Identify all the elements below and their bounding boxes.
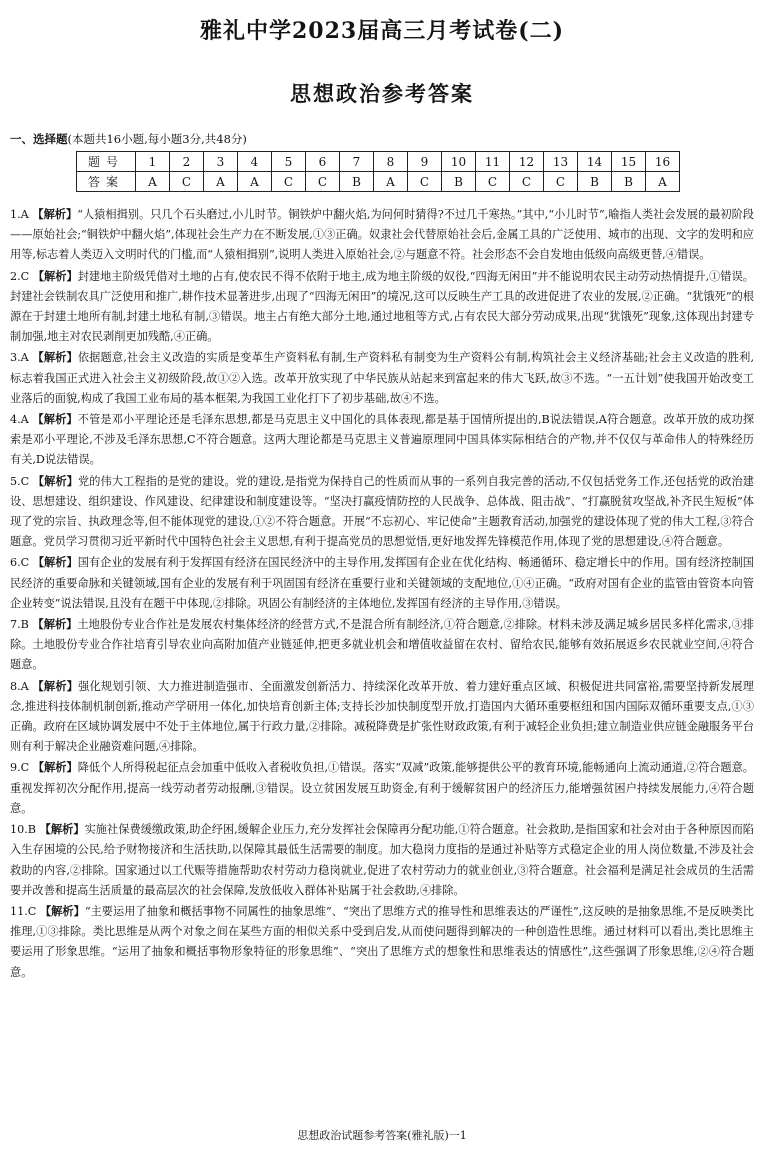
question-number-cell: 14 — [578, 152, 612, 172]
question-number-cell: 1 — [136, 152, 170, 172]
question-explanation — [10, 471, 754, 553]
question-number-cell: 10 — [442, 152, 476, 172]
analysis-tag: 【解析】 — [32, 617, 78, 632]
answer-table — [76, 151, 680, 192]
question-number-cell: 7 — [340, 152, 374, 172]
analysis-text: 不管是邓小平理论还是毛泽东思想,都是马克思主义中国化的具体表现,都是基于国情所提出的,B说法错误,A符合题意。改革开放的成功探索是邓小平理论,不涉及毛泽东思想,C不符合题意。这两大理论都是马克思主义普遍原理同中国具体实际相结合的产物,并不仅仅与革命伟人的特殊经历有关,D说法错误。 — [10, 413, 755, 467]
question-number-cell: 3 — [204, 152, 238, 172]
section-title: 一、选择题 — [10, 132, 68, 146]
analysis-tag: 【解析】 — [32, 473, 78, 488]
answer-cell: A — [374, 172, 408, 192]
analysis-tag: 【解析】 — [39, 903, 85, 918]
question-number-cell: 16 — [646, 152, 680, 172]
analysis-tag: 【解析】 — [39, 822, 85, 837]
analysis-text: 依据题意,社会主义改造的实质是变革生产资料私有制,生产资料私有制变为生产资料公有制,构筑社会主义经济基础;社会主义改造的胜利,标志着我国正式进入社会主义初级阶段,故①②入选。改革开放实现了中华民族从站起来到富起来的伟大飞跃,故③不选。“一五计划”使我国开始改变工业落后的面貌,构成了我国工业布局的基本框架,为我国工业化打下了初步基础,故④不选。 — [10, 351, 754, 405]
answer-cell: B — [578, 172, 612, 192]
answer-cell: C — [170, 172, 204, 192]
answer-cell: B — [340, 172, 374, 192]
question-number-cell: 13 — [544, 152, 578, 172]
analysis-tag: 【解析】 — [32, 412, 78, 427]
answer-table-number-row — [77, 152, 680, 172]
question-explanation — [10, 347, 754, 409]
question-answer-head: 4.A — [10, 413, 29, 427]
analysis-tag: 【解析】 — [32, 555, 78, 570]
question-answer-head: 10.B — [10, 823, 37, 837]
question-number-cell: 4 — [238, 152, 272, 172]
answer-cell: A — [238, 172, 272, 192]
question-number-cell: 12 — [510, 152, 544, 172]
question-explanation — [10, 819, 754, 901]
question-explanation — [10, 676, 754, 758]
question-explanation — [10, 552, 754, 614]
question-number-cell: 5 — [272, 152, 306, 172]
analysis-text: 党的伟大工程指的是党的建设。党的建设,是指党为保持自己的性质而从事的一系列自我完善的活动,不仅包括党务工作,还包括党的政治建设、思想建设、组织建设、作风建设、纪律建设和制度建设等。“坚决打赢疫情防控的人民战争、总体战、阻击战”、“打赢脱贫攻坚战,补齐民生短板”体现了党的宗旨、执政理念等,但不能体现党的建设,①②不符合题意。开展“不忘初心、牢记使命”主题教育活动,加强党的建设体现了党的伟大工程,③符合题意。党员学习贯彻习近平新时代中国特色社会主义思想,有利于提高党员的思想觉悟,更好地发挥先锋模范作用,体现了党的思想建设,④符合题意。 — [10, 474, 754, 549]
analysis-tag: 【解析】 — [32, 207, 78, 221]
question-answer-head: 8.A — [10, 679, 29, 693]
answer-cell: A — [136, 172, 170, 192]
page-subtitle: 思想政治参考答案 — [290, 81, 474, 106]
question-explanation — [10, 409, 754, 471]
question-answer-head: 11.C — [10, 904, 37, 918]
question-explanation — [10, 266, 754, 348]
answer-cell: A — [204, 172, 238, 192]
page-footer: 思想政治试题参考答案(雅礼版)一1 — [297, 1129, 467, 1142]
question-number-cell: 2 — [170, 152, 204, 172]
question-answer-head: 3.A — [10, 351, 29, 365]
page-title: 雅礼中学2023届高三月考试卷(二) — [199, 18, 565, 44]
analysis-text: 实施社保费缓缴政策,助企纾困,缓解企业压力,充分发挥社会保障再分配功能,①符合题意。社会救助,是指国家和社会对由于各种原因而陷入生存困境的公民,给予财物接济和生活扶助,以保障其最低生活需要的制度。加大稳岗力度指的是通过补贴等方式稳定企业的用人岗位数量,不涉及社会救助的内容,②排除。国家通过以工代赈等措施帮助农村劳动力稳岗就业,促进了农村劳动力的就业创业,③符合题意。社会福利是满足社会成员的生活需要并改善和提高生活质量的最高层次的社会保障,发放低收入群体补贴属于社会救助,④排除。 — [10, 823, 754, 897]
answer-cell: C — [408, 172, 442, 192]
analysis-tag: 【解析】 — [32, 268, 78, 283]
section-heading — [10, 131, 247, 147]
answer-table-answer-row — [77, 172, 680, 192]
question-answer-head: 5.C — [10, 474, 30, 488]
analysis-text: 封建地主阶级凭借对土地的占有,使农民不得不依附于地主,成为地主阶级的奴役,“四海无闲田”并不能说明农民主动劳动热情提升,①错误。封建社会铁制农具广泛使用和推广,耕作技术显著进步,出现了“四海无闲田”的境况,这可以反映生产工具的改进促进了农业的发展,②正确。“犹饿死”的根源在于封建土地所有制,封建土地私有制,③错误。地主占有绝大部分土地,通过地租等方式,占有农民大部分劳动成果,出现“犹饿死”现象,这体现出封建专制加强,地主对农民剥削更加残酷,④正确。 — [10, 269, 754, 344]
answer-cell: C — [544, 172, 578, 192]
analysis-tag: 【解析】 — [32, 760, 78, 775]
question-answer-head: 7.B — [10, 618, 29, 632]
question-number-cell: 6 — [306, 152, 340, 172]
analysis-text: “人猿相揖别。只几个石头磨过,小儿时节。铜铁炉中翻火焰,为问何时猜得?不过几千寒热。”其中,“小儿时节”,喻指人类社会发展的最初阶段——原始社会;“铜铁炉中翻火焰”,体现社会生产力在不断发展,①③正确。奴隶社会代替原始社会后,金属工具的广泛使用、城市的出现、文字的发明和应用等,标志着人类迈入文明时代的门槛,而“人猿相揖别”,说明人类进入原始社会,②与题意不符。社会形态不会自发地由低级向高级更替,④错误。 — [10, 208, 754, 262]
question-explanation — [10, 757, 754, 819]
question-number-cell: 9 — [408, 152, 442, 172]
question-number-cell: 11 — [476, 152, 510, 172]
question-explanation — [10, 204, 754, 266]
answer-cell: A — [646, 172, 680, 192]
analysis-text: 强化规划引领、大力推进制造强市、全面激发创新活力、持续深化改革开放、着力建好重点区域、积极促进共同富裕,需要坚持新发展理念,推进科技体制机制创新,推动产学研用一体化,加快培育创新主体;支持长沙加快制度型开放,打造国内大循环重要枢纽和国内国际双循环重要支点,①③正确。政府在区域协调发展中不处于主体地位,属于行政力量,②排除。减税降费是扩张性财政政策,有利于减轻企业负担;建立制造业供应链金融服务平台则有利于解决企业融资难问题,④排除。 — [10, 679, 754, 754]
analysis-text: 国有企业的发展有利于发挥国有经济在国民经济中的主导作用,发挥国有企业在优化结构、畅通循环、稳定增长中的作用。国有经济控制国民经济的重要命脉和关键领域,国有企业的发展有利于巩固国有经济在重要行业和关键领域的支配地位,①④正确。“政府对国有企业的监管由管资本向管企业转变”说法错误,且没有在题干中体现,②排除。巩固公有制经济的主体地位,发挥国有经济的主导作用,③错误。 — [10, 556, 754, 610]
question-number-cell: 8 — [374, 152, 408, 172]
analysis-text: 土地股份专业合作社是发展农村集体经济的经营方式,不是混合所有制经济,①符合题意,②排除。材料未涉及满足城乡居民多样化需求,③排除。土地股份专业合作社培育引导农业向高附加值产业链延伸,把更多就业机会和增值收益留在农村、留给农民,能够有效拓展返乡农民就业空间,④符合题意。 — [10, 618, 754, 672]
question-answer-head: 9.C — [10, 761, 30, 775]
row-label-answer: 答案 — [77, 172, 136, 192]
answer-cell: B — [442, 172, 476, 192]
section-note: (本题共16小题,每小题3分,共48分) — [67, 132, 247, 146]
answer-cell: B — [612, 172, 646, 192]
question-answer-head: 6.C — [10, 556, 30, 570]
answer-cell: C — [510, 172, 544, 192]
answer-cell: C — [272, 172, 306, 192]
question-answer-head: 2.C — [10, 269, 30, 283]
question-answer-head: 1.A — [10, 208, 29, 221]
question-explanation — [10, 901, 754, 983]
analysis-text: 降低个人所得税起征点会加重中低收入者税收负担,①错误。落实“双减”政策,能够提供公平的教育环境,能畅通向上流动通道,②符合题意。重视发挥初次分配作用,提高一线劳动者劳动报酬,③错误。设立贫困发展互助资金,有利于缓解贫困户的经济压力,能增强贫困户持续发展能力,④符合题意。 — [10, 761, 754, 815]
question-number-cell: 15 — [612, 152, 646, 172]
answer-cell: C — [306, 172, 340, 192]
analysis-text: “主要运用了抽象和概括事物不同属性的抽象思维”、“突出了思维方式的推导性和思维表达的严谨性”,这反映的是抽象思维,不是反映类比推理,①③排除。类比思维是从两个对象之间在某些方面的相似关系中受到启发,从而使问题得到解决的一种创造性思维。通过材料可以看出,类比思维主要运用了形象思维。“运用了抽象和概括事物形象特征的形象思维”、“突出了思维方式的想象性和思维表达的情感性”,这些强调了形象思维,②④符合题意。 — [10, 904, 754, 979]
answer-cell: C — [476, 172, 510, 192]
row-label-number: 题号 — [77, 152, 136, 172]
question-explanation — [10, 614, 754, 676]
analysis-tag: 【解析】 — [32, 678, 79, 693]
question-explanations — [10, 204, 754, 983]
analysis-tag: 【解析】 — [32, 350, 78, 365]
